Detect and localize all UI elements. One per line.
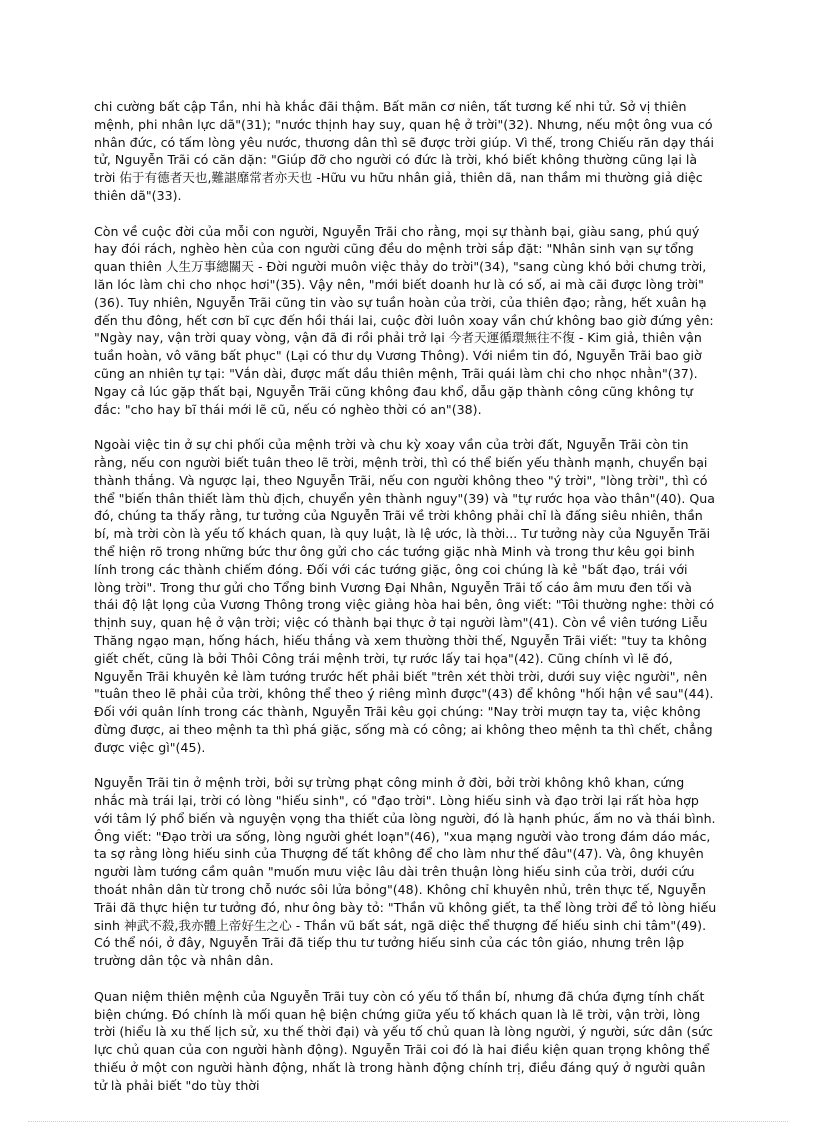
paragraph-3: Ngoài việc tin ở sự chi phối của mệnh trời và chu kỳ xoay vần của trời đất, Nguyễn Trãi còn tin rằng, nếu con người biết tuân theo lẽ trời, mệnh trời, thì có thể biến yếu thành mạnh, chuyển bại thành thắng. Và ngược lại, theo Nguyễn Trãi, nếu con người không theo "ý trời", "lòng trời", thì có thể "biến thân thiết làm thù địch, chuyển yên thành nguy"(39) và "tự rước họa vào thân"(40). Qua đó, chúng ta thấy rằng, tư tưởng của Nguyễn Trãi về trời không phải chỉ là đấng siêu nhiên, thần bí, mà trời còn là yếu tố khách quan, là quy luật, là lệ ước, là thời... Tư tưởng này của Nguyễn Trãi thể hiện rõ trong những bức thư ông gửi cho các tướng giặc nhà Minh và trong thư kêu gọi binh lính trong các thành chiếm đóng. Đối với các tướng giặc, ông coi chúng là kẻ "bất đạo, trái với lòng trời". Trong thư gửi cho Tổng binh Vương Đại Nhân, Nguyễn Trãi tố cáo âm mưu đen tối và thái độ lật lọng của Vương Thông trong việc giảng hòa hai bên, ông viết: "Tôi thường nghe: thời có thịnh suy, quan hệ ở vận trời; việc có thành bại thực ở tại người làm"(41). Còn về viên tướng Liễu Thăng ngạo mạn, hống hách, hiếu thắng và xem thường thời thế, Nguyễn Trãi viết: "tuy ta không giết chết, cũng là bởi Thôi Công trái mệnh trời, tự rước lấy tai họa"(42). Cũng chính vì lẽ đó, Nguyễn Trãi khuyên kẻ làm tướng trước hết phải biết "trên xét thời trời, dưới suy việc người", nên "tuân theo lẽ phải của trời, không thể theo ý riêng mình được"(43) để không "hối hận về sau"(44). Đối với quân lính trong các thành, Nguyễn Trãi kêu gọi chúng: "Nay trời mượn tay ta, việc không đừng được, ai theo mệnh ta thì phá giặc, sống mà có công; ai không theo mệnh ta thì chết, chẳng được việc gì"(45).: [94, 437, 715, 755]
document-body: [94, 98, 718, 1095]
page-bottom-divider: [28, 1121, 788, 1122]
paragraph-4: Nguyễn Trãi tin ở mệnh trời, bởi sự trừng phạt công minh ở đời, bởi trời không khô khan, cứng nhắc mà trái lại, trời có lòng "hiếu sinh", có "đạo trời". Lòng hiếu sinh và đạo trời lại rất hòa hợp với tâm lý phổ biến và nguyện vọng tha thiết của lòng người, đó là hạnh phúc, ấm no và thái bình. Ông viết: "Đạo trời ưa sống, lòng người ghét loạn"(46), "xua mạng người vào trong đám dáo mác, ta sợ rằng lòng hiếu sinh của Thượng đế tất không để cho làm như thế đâu"(47). Và, ông khuyên người làm tướng cầm quân "muốn mưu việc lâu dài trên thuận lòng hiếu sinh của trời, dưới cứu thoát nhân dân từ trong chỗ nước sôi lửa bỏng"(48). Không chỉ khuyên nhủ, trên thực tế, Nguyễn Trãi đã thực hiện tư tưởng đó, như ông bày tỏ: "Thần vũ không giết, ta thể lòng trời để tỏ lòng hiếu sinh 神武不殺,我亦體上帝好生之心 - Thần vũ bất sát, ngã diệc thể thượng đế hiếu sinh chi tâm"(49). Có thể nói, ở đây, Nguyễn Trãi đã tiếp thu tư tưởng hiếu sinh của các tôn giáo, nhưng trên lập trường dân tộc và nhân dân.: [94, 775, 717, 969]
paragraph-2: Còn về cuộc đời của mỗi con người, Nguyễn Trãi cho rằng, mọi sự thành bại, giàu sang, phú quý hay đói rách, nghèo hèn của con người cũng đều do mệnh trời sắp đặt: "Nhân sinh vạn sự tổng quan thiên 人生万事總關天 - Đời người muôn việc thảy do trời"(34), "sang cùng khó bởi chưng trời, lăn lóc làm chi cho nhọc hơi"(35). Vậy nên, "mới biết doanh hư là có số, ai mà cãi được lòng trời"(36). Tuy nhiên, Nguyễn Trãi cũng tin vào sự tuần hoàn của trời, của thiên đạo; rằng, hết xuân hạ đến thu đông, hết cơn bĩ cực đến hồi thái lai, cuộc đời luôn xoay vần chứ không bao giờ đứng yên: "Ngày nay, vận trời quay vòng, vận đã đi rồi phải trở lại 今者天運循環無往不復 - Kim giả, thiên vận tuần hoàn, vô vãng bất phục" (Lại có thư dụ Vương Thông). Với niềm tin đó, Nguyễn Trãi bao giờ cũng an nhiên tự tại: "Vắn dài, được mất dầu thiên mệnh, Trãi quái làm chi cho nhọc nhằn"(37). Ngay cả lúc gặp thất bại, Nguyễn Trãi cũng không đau khổ, dẫu gặp thành công cũng không tự đắc: "cho hay bĩ thái mới lẽ cũ, nếu có nghèo thời có an"(38).: [94, 223, 714, 417]
paragraph-1: chi cường bất cập Tần, nhi hà khắc đãi thậm. Bất mãn cơ niên, tất tương kế nhi tử. Sở vị thiên mệnh, phi nhân lực dã"(31); "nước thịnh hay suy, quan hệ ở trời"(32). Nhưng, nếu một ông vua có nhân đức, có tấm lòng yêu nước, thương dân thì sẽ được trời giúp. Vì thế, trong Chiếu răn dạy thái tử, Nguyễn Trãi có căn dặn: "Giúp đỡ cho người có đức là trời, khó biết không thường cũng lại là trời 佑于有德者天也,難諶靡常者亦天也 -Hữu vu hữu nhân giả, thiên dã, nan thầm mi thường giả diệc thiên dã"(33).: [94, 99, 715, 203]
paragraph-5: Quan niệm thiên mệnh của Nguyễn Trãi tuy còn có yếu tố thần bí, nhưng đã chứa đựng tính chất biện chứng. Đó chính là mối quan hệ biện chứng giữa yếu tố khách quan là lẽ trời, vận trời, lòng trời (hiểu là xu thế lịch sử, xu thế thời đại) và yếu tố chủ quan là lòng người, ý người, sức dân (sức lực chủ quan của con người hành động). Nguyễn Trãi coi đó là hai điều kiện quan trọng không thể thiếu ở một con người hành động, nhất là trong hành động chính trị, điều đáng quý ở người quân tử là phải biết "do tùy thời: [94, 988, 713, 1093]
